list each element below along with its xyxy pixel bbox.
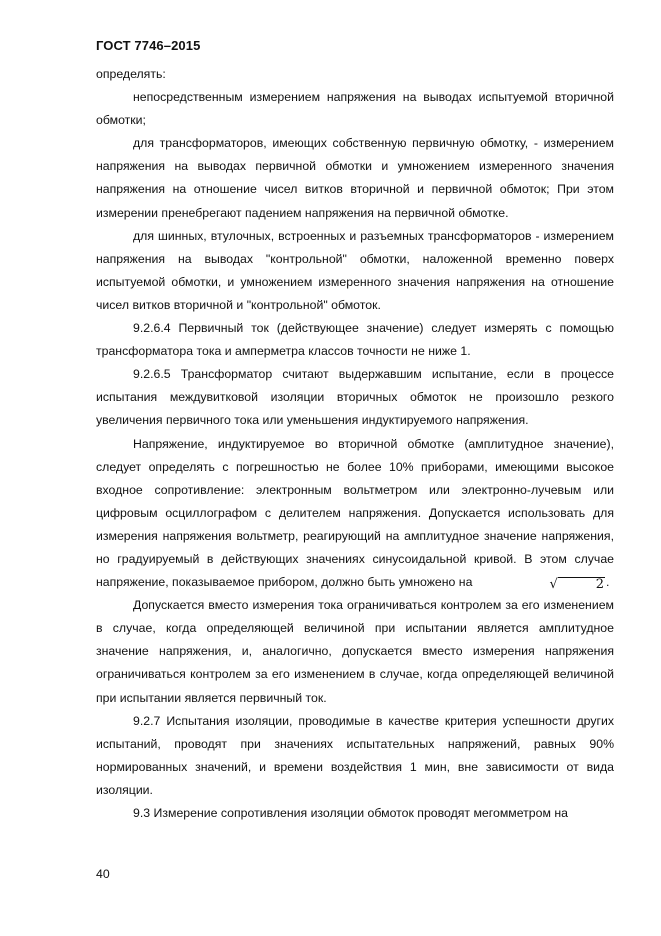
paragraph-own-primary-winding: для трансформаторов, имеющих собственную первичную обмотку, - измерением напряжения на выводах первичной обмотки и умножением измеренного значения напряжения на отношение чисел витков вторичной и первичной обмоток; При этом измерении пренебрегают падением напряжения на первичной обмотке. [96, 136, 614, 220]
paragraph-bushing-transformers: для шинных, втулочных, встроенных и разъемных трансформаторов - измерением напряжения на выводах "контрольной" обмотки, наложенной временно поверх испытуемой обмотки, и умножением измеренного значения напряжения на отношение чисел витков вторичной и "контрольной" обмоток. [96, 228, 614, 312]
paragraph-9-3: 9.3 Измерение сопротивления изоляции обмоток проводят мегомметром на [133, 806, 568, 820]
sqrt-sign: √ [549, 577, 558, 593]
paragraph-9-2-7: 9.2.7 Испытания изоляции, проводимые в качестве критерия успешности других испытаний, проводят при значениях испытательных напряжений, равных 90% нормированных значений, и времени воздействия 1 мин, вне зависимости от вида изоляции. [96, 713, 614, 797]
paragraph-induced-voltage [96, 433, 614, 595]
paragraph-9-2-6-4: 9.2.6.4 Первичный ток (действующее значение) следует измерять с помощью трансформатора тока и амперметра классов точности не ниже 1. [96, 321, 614, 359]
document-header: ГОСТ 7746–2015 [96, 38, 201, 53]
paragraph-9-2-6-5: 9.2.6.5 Трансформатор считают выдержавшим испытание, если в процессе испытания междувитковой изоляции вторичных обмоток не произошло резкого увеличения первичного тока или уменьшения индуктируемого напряжения. [96, 367, 614, 428]
induced-voltage-text: Напряжение, индуктируемое во вторичной обмотке (амплитудное значение), следует определять с погрешностью не более 10% приборами, имеющими высокое входное сопротивление: электронным вольтметром или электронно-лучевым или цифровым осциллографом с делителем напряжения. Допускается использовать для измерения напряжения вольтметр, реагирующий на амплитудное значение напряжения, но градуируемый в действующих значениях синусоидальной кривой. В этом случае напряжение, показываемое прибором, должно быть умножено на [96, 436, 614, 590]
induced-voltage-end: . [606, 575, 610, 590]
paragraph-intro: определять: [96, 67, 166, 81]
page-number: 40 [96, 867, 110, 881]
sqrt-two-formula [475, 577, 605, 592]
paragraph-current-control: Допускается вместо измерения тока ограничиваться контролем за его изменением в случае, когда определяющей величиной при испытании является амплитудное значение напряжения, и, аналогично, допускается вместо измерения напряжения ограничиваться контролем за его изменением в случае, когда определяющей величиной при испытании является первичный ток. [96, 598, 614, 705]
paragraph-direct-measurement: непосредственным измерением напряжения на выводах испытуемой вторичной обмотки; [96, 90, 614, 128]
body-text [96, 63, 614, 825]
sqrt-radicand: 2 [558, 577, 605, 592]
